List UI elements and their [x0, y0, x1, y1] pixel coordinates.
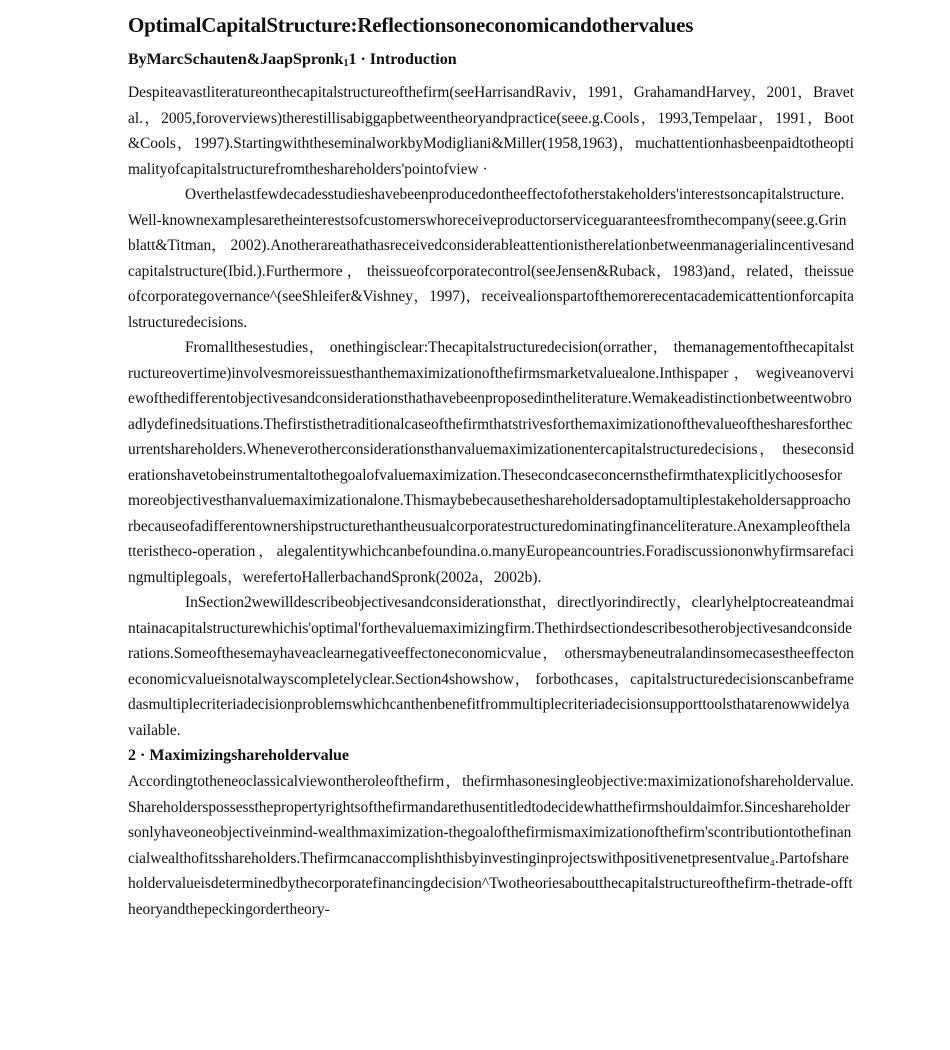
paragraph-intro-4: InSection2wewilldescribeobjectivesandconsiderationsthat，directlyorindirectly，clearlyhelptocreateandmaintainacapitalstructurewhichis'optimal'forthevaluemaximizingfirm.Thethirdsectiondescribesotherobjectivesandconsiderations.Someofthesemayhaveaclearnegativeeffectoneconomicvalue， othersmaybeneutralandinsomecasestheeffectoneconomicvalueisnotalwayscompletelyclear.Section4showshow， forbothcases，capitalstructuredecisionscanbeframedasmultiplecriteriadecisionproblemswhichcanthenbenefitfrommultiplecriteriadecisionsupporttoolsthatarenowwidelyavailable.: [128, 594, 854, 739]
paragraph-intro-3: Fromallthesestudies， onethingisclear:Thecapitalstructuredecision(orrather， themanagementofthecapitalstructureovertime)involvesmoreissuesthanthemaximizationofthefirmsmarketvaluealone.Inthispaper ， wegiveanoverviewofthedifferentobjectivesandconsiderationsthathavebeenproposedintheliterature.Wemakeadistinctionbetweentwobroadlydefinedsituations.Thefirstisthetraditionalcaseofthefirmthatstrivesforthemaximizationofthevalueofthesharesforthecurrentshareholders.Wheneverotherconsiderationsthanvaluemaximizationentercapitalstructuredecisions， theseconsiderationshavetobeinstrumentaltothegoalofvaluemaximization.Thesecondcaseconcernsthefirmthatexplicitlychoosesformoreobjectivesthanvaluemaximizationalone.Thismaybebecausetheshareholdersadoptamultiplestakeholdersapproachorbecauseofadifferentownershipstructurethantheusualcorporatestructuredominatingfinanceliterature.Anexampleofthelatteristheco-operation，alegalentitywhichcanbefoundina.o.manyEuropeancountries.Foradiscussiononwhyfirmsarefacingmultiplegoals，werefertoHallerbachandSpronk(2002a，2002b).: [128, 339, 854, 586]
document-page: [128, 10, 854, 922]
paragraph-section-2: Accordingtotheneoclassicalviewontheroleofthefirm，thefirmhasonesingleobjective:maximizationofshareholdervalue.Shareholderspossessthepropertyrightsofthefirmandarethusentitledtodecidewhatthefirmshouldaimfor.Sinceshareholdersonlyhaveoneobjectiveinmind-wealthmaximization-thegoalofthefirmismaximizationofthefirm'scontributiontothefinancialwealthofitsshareholders.Thefirmcanaccomplishthisbyinvestinginprojectswithpositivenetpresentvalue₄.Partofshareholdervalueisdeterminedbythecorporatefinancingdecision^Twotheoriesaboutthecapitalstructureofthefirm-thetrade-offtheoryandthepeckingordertheory-: [128, 773, 854, 918]
footnote-marker: 1: [343, 58, 349, 69]
paragraph-intro-2: Overthelastfewdecadesstudieshavebeenproducedontheeffectofotherstakeholders'interestsoncapitalstructure.Well-knownexamplesaretheinterestsofcustomerswhoreceiveproductorserviceguaranteesfromthecompany(seee.g.Grinblatt&Titman， 2002).Anotherareathathasreceivedconsiderableattentionistherelationbetweenmanagerialincentivesandcapitalstructure(Ibid.).Furthermore ， theissueofcorporatecontrol(seeJensen&Ruback，1983)and，related，theissueofcorporategovernance^(seeShleifer&Vishney，1997)，receivealionspartofthemorerecentacademicattentionforcapitalstructuredecisions.: [128, 186, 854, 331]
byline-and-section-heading: [128, 49, 854, 75]
section-2-heading: 2 · Maximizingshareholdervalue: [128, 747, 350, 764]
section-1-heading: 1 · Introduction: [348, 51, 457, 68]
author-byline: ByMarcSchauten&JaapSpronk: [128, 51, 344, 68]
document-title: OptimalCapitalStructure:Reflectionsoneconomicandothervalues: [128, 13, 694, 37]
paragraph-intro-1: Despiteavastliteratureonthecapitalstructureofthefirm(seeHarrisandRaviv，1991，GrahamandHarvey，2001，Bravetal.，2005,foroverviews)therestillisabiggapbetweentheoryandpractice(seee.g.Cools，1993,Tempelaar，1991，Boot&Cools，1997).StartingwiththeseminalworkbyModigliani&Miller(1958,1963)，muchattentionhasbeenpaidtotheoptimalityofcapitalstructurefromtheshareholders'pointofview ·: [128, 84, 854, 178]
